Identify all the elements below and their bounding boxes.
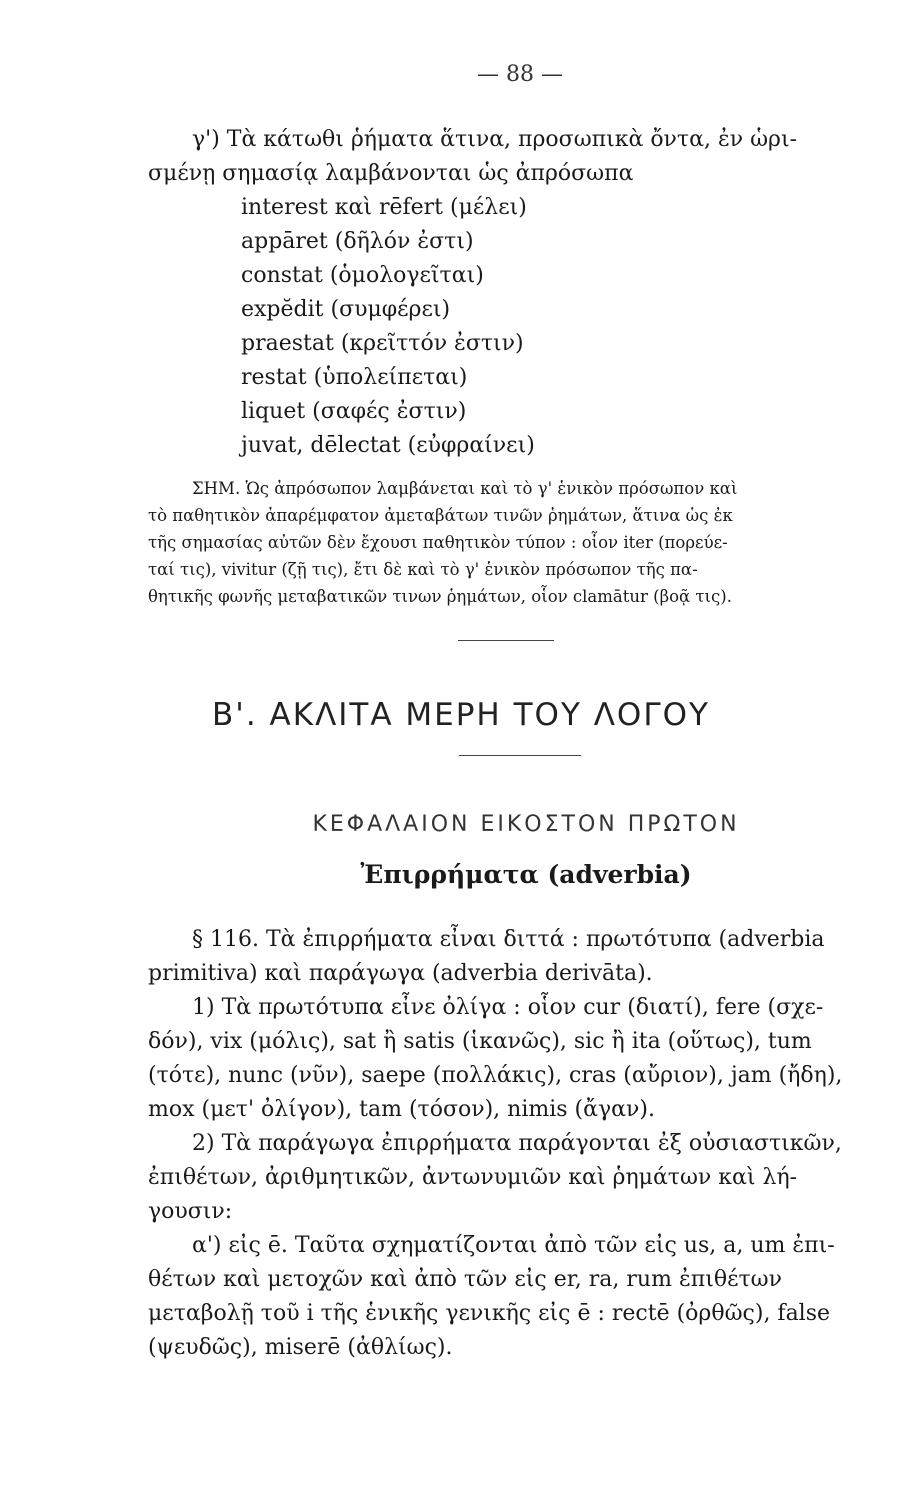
- text-line: ἐπιθέτων, ἀριθμητικῶν, ἀντωνυμιῶν καὶ ῥημάτων καὶ λή-: [148, 1165, 798, 1190]
- text-line: 2) Τὰ παράγωγα ἐπιρρήματα παράγονται ἐξ οὐσιαστικῶν,: [192, 1131, 842, 1156]
- text-line: θέτων καὶ μετοχῶν καὶ ἀπὸ τῶν εἰς er, ra, rum ἐπιθέτων: [148, 1267, 782, 1292]
- intro-line: σμένῃ σημασίᾳ λαμβάνονται ὡς ἀπρόσωπα: [148, 161, 634, 186]
- text-line: 1) Τὰ πρωτότυπα εἶνε ὀλίγα : οἷον cur (διατί), fere (σχε-: [192, 995, 824, 1020]
- verb-item: juvat, dēlectat (εὐφραίνει): [241, 433, 535, 458]
- verb-item: expĕdit (συμφέρει): [241, 297, 451, 322]
- text-line: δόν), vix (μόλις), sat ἢ satis (ἱκανῶς), sic ἢ ita (οὕτως), tum: [148, 1029, 812, 1054]
- text-line: (ψευδῶς), miserē (ἀθλίως).: [148, 1335, 453, 1360]
- text-line: α') εἰς ē. Ταῦτα σχηματίζονται ἀπὸ τῶν εἰς us, a, um ἐπι-: [192, 1233, 835, 1258]
- text-line: § 116. Τὰ ἐπιρρήματα εἶναι διττά : πρωτότυπα (adverbia: [192, 927, 825, 952]
- text-line: (τότε), nunc (νῦν), saepe (πολλάκις), cras (αὔριον), jam (ἤδη),: [148, 1063, 843, 1088]
- chapter-heading: ΚΕΦΑΛΑΙΟΝ ΕΙΚΟΣΤΟΝ ΠΡΩΤΟΝ: [312, 812, 740, 837]
- verb-item: restat (ὑπολείπεται): [241, 365, 468, 390]
- note-line: θητικῆς φωνῆς μεταβατικῶν τινων ῥημάτων, οἷον clamātur (βοᾷ τις).: [148, 587, 732, 606]
- part-heading: Β'. ΑΚΛΙΤΑ ΜΕΡΗ ΤΟΥ ΛΟΓΟΥ: [212, 697, 710, 733]
- text-line: mox (μετ' ὀλίγον), tam (τόσον), nimis (ἄγαν).: [148, 1097, 655, 1122]
- note-line: ταί τις), vivitur (ζῇ τις), ἔτι δὲ καὶ τὸ γ' ἑνικὸν πρόσωπον τῆς πα-: [148, 560, 698, 579]
- text-line: γουσιν:: [148, 1199, 233, 1224]
- text-line: μεταβολῇ τοῦ i τῆς ἑνικῆς γενικῆς εἰς ē : rectē (ὀρθῶς), false: [148, 1301, 831, 1326]
- verb-item: appāret (δῆλόν ἐστι): [241, 229, 474, 254]
- separator-rule: [459, 755, 581, 756]
- note-line: ΣΗΜ. Ὡς ἀπρόσωπον λαμβάνεται καὶ τὸ γ' ἑνικὸν πρόσωπον καὶ: [192, 479, 738, 498]
- section-title: Ἐπιρρήματα (adverbia): [360, 860, 692, 889]
- verb-item: interest καὶ rēfert (μέλει): [241, 195, 527, 220]
- note-line: τὸ παθητικὸν ἀπαρέμφατον ἀμεταβάτων τινῶν ῥημάτων, ἅτινα ὡς ἐκ: [148, 506, 733, 525]
- separator-rule: [458, 640, 554, 641]
- text-line: primitiva) καὶ παράγωγα (adverbia derivāta).: [148, 961, 653, 986]
- page-number: — 88 —: [477, 62, 563, 87]
- note-line: τῆς σημασίας αὐτῶν δὲν ἔχουσι παθητικὸν τύπον : οἷον iter (πορεύε-: [148, 533, 728, 552]
- verb-item: constat (ὁμολογεῖται): [241, 263, 484, 288]
- verb-item: liquet (σαφές ἐστιν): [241, 399, 467, 424]
- intro-line: γ') Τὰ κάτωθι ῥήματα ἅτινα, προσωπικὰ ὄντα, ἐν ὡρι-: [192, 127, 798, 152]
- verb-item: praestat (κρεῖττόν ἐστιν): [241, 331, 524, 356]
